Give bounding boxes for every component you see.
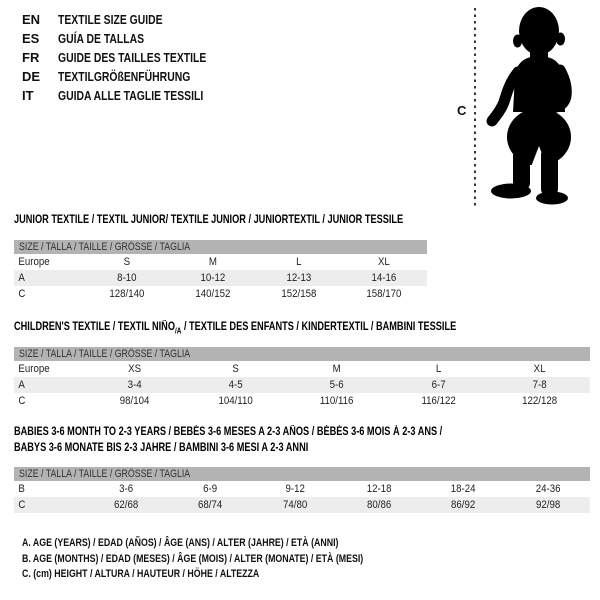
guide-title: GUIDE DES TAILLES TEXTILE [58,50,207,65]
table-title: CHILDREN'S TEXTILE / TEXTIL $NIÑO_{/A}$ / TEXTILE DES ENFANTS / KINDERTEXTIL / BAMBINI TESSILE [14,321,457,336]
size-value-cell: S [123,256,131,268]
row-label: A [18,272,25,284]
table-rows [14,254,427,302]
size-value-cell: M [332,363,342,375]
size-value-cell: XL [378,256,391,268]
size-value-cell: 122/128 [521,395,557,407]
size-value-cell: 12-13 [285,272,311,284]
language-row [22,67,243,86]
size-header-bar [14,467,590,481]
size-value-cell: 140/152 [195,288,231,300]
size-header-bar [14,347,590,361]
guide-title: TEXTILGRÖßENFÜHRUNG [58,69,191,84]
row-label: Europe [18,363,50,375]
size-header-label: SIZE / TALLA / TAILLE / GRÖSSE / TAGLIA [19,348,191,360]
size-value-cell: XS [128,363,142,375]
size-value-cell: 110/116 [320,395,354,407]
language-row [22,10,243,29]
size-value-cell: 92/98 [535,499,560,511]
table-row [14,393,590,409]
row-label: B [18,483,25,495]
table-row [14,254,427,270]
children-size-table [14,319,590,409]
row-label: C [18,395,26,407]
size-value-cell: 3-6 [119,483,134,495]
junior-size-table [14,212,427,302]
size-value-cell: 7-8 [532,379,547,391]
size-value-cell: 6-9 [203,483,218,495]
row-label: Europe [18,256,50,268]
table-title: JUNIOR TEXTILE / TEXTIL JUNIOR/ TEXTILE JUNIOR / JUNIORTEXTIL / JUNIOR TESSILE [14,214,404,226]
size-value-cell: XL [533,363,546,375]
table-rows [14,481,590,513]
height-measure-dashed-line [474,8,476,206]
row-label: A [18,379,25,391]
size-value-cell: 5-6 [330,379,344,391]
legend-height-cm: C. (cm) HEIGHT / ALTURA / HAUTEUR / HÖHE / ALTEZZA [22,568,260,580]
table-row [14,361,590,377]
size-header-bar [14,240,427,254]
babies-size-table [14,424,590,513]
table-row [14,377,590,393]
measure-legend [22,536,449,583]
row-label: C [18,288,26,300]
size-value-cell: S [232,363,240,375]
guide-title: GUIDA ALLE TAGLIE TESSILI [58,88,204,103]
size-value-cell: 10-12 [200,272,225,284]
toddler-silhouette [480,0,600,210]
size-value-cell: 128/140 [109,288,145,300]
size-value-cell: L [295,256,302,268]
language-code: ES [22,31,40,46]
size-header-label: SIZE / TALLA / TAILLE / GRÖSSE / TAGLIA [19,241,191,253]
size-value-cell: 116/122 [421,395,456,407]
size-value-cell: 9-12 [285,483,305,495]
legend-age-months: B. AGE (MONTHS) / EDAD (MESES) / ÂGE (MOIS) / ALTER (MONATE) / ETÀ (MESI) [22,552,364,565]
language-row [22,86,243,105]
language-row [22,29,243,48]
size-value-cell: 6-7 [431,379,446,391]
size-header-label: SIZE / TALLA / TAILLE / GRÖSSE / TAGLIA [19,468,191,480]
table-title: BABIES 3-6 MONTH TO 2-3 YEARS / BEBÉS 3-6 MESES A 2-3 AÑOS / BÉBÉS 3-6 MOIS À 2-3 ANS / BABYS 3-6 MONATE BIS 2-3 JAHRE / BAMBINI 3-6 MESI A 2-3 ANNI [14,426,443,454]
guide-title: TEXTILE SIZE GUIDE [58,12,163,27]
size-value-cell: 18-24 [451,483,476,495]
size-value-cell: 158/170 [366,288,402,300]
size-value-cell: 80/86 [367,499,392,511]
size-value-cell: 62/68 [114,499,139,511]
language-row [22,48,243,67]
table-row [14,497,590,513]
size-value-cell: 98/104 [119,395,150,407]
size-value-cell: 68/74 [198,499,223,511]
language-code: EN [22,12,41,27]
table-row [14,286,427,302]
language-title-list [22,10,243,105]
guide-title: GUÍA DE TALLAS [58,31,145,46]
table-row [14,270,427,286]
row-label: C [18,499,26,511]
size-value-cell: 104/110 [218,395,253,407]
table-rows [14,361,590,409]
table-row [14,481,590,497]
size-value-cell: 3-4 [127,379,142,391]
size-value-cell: 86/92 [451,499,476,511]
language-code: FR [22,50,40,65]
height-measure-label: C [457,103,467,118]
size-value-cell: 12-18 [366,483,392,495]
size-value-cell: M [208,256,217,268]
size-value-cell: 14-16 [371,272,397,284]
size-value-cell: 4-5 [228,379,243,391]
size-value-cell: 152/158 [280,288,316,300]
legend-age-years: A. AGE (YEARS) / EDAD (AÑOS) / ÂGE (ANS) / ALTER (JAHRE) / ETÀ (ANNI) [22,537,339,549]
size-value-cell: L [435,363,441,375]
size-value-cell: 8-10 [117,272,137,284]
language-code: IT [22,88,34,103]
size-value-cell: 74/80 [282,499,307,511]
size-value-cell: 24-36 [535,483,561,495]
language-code: DE [22,69,41,84]
